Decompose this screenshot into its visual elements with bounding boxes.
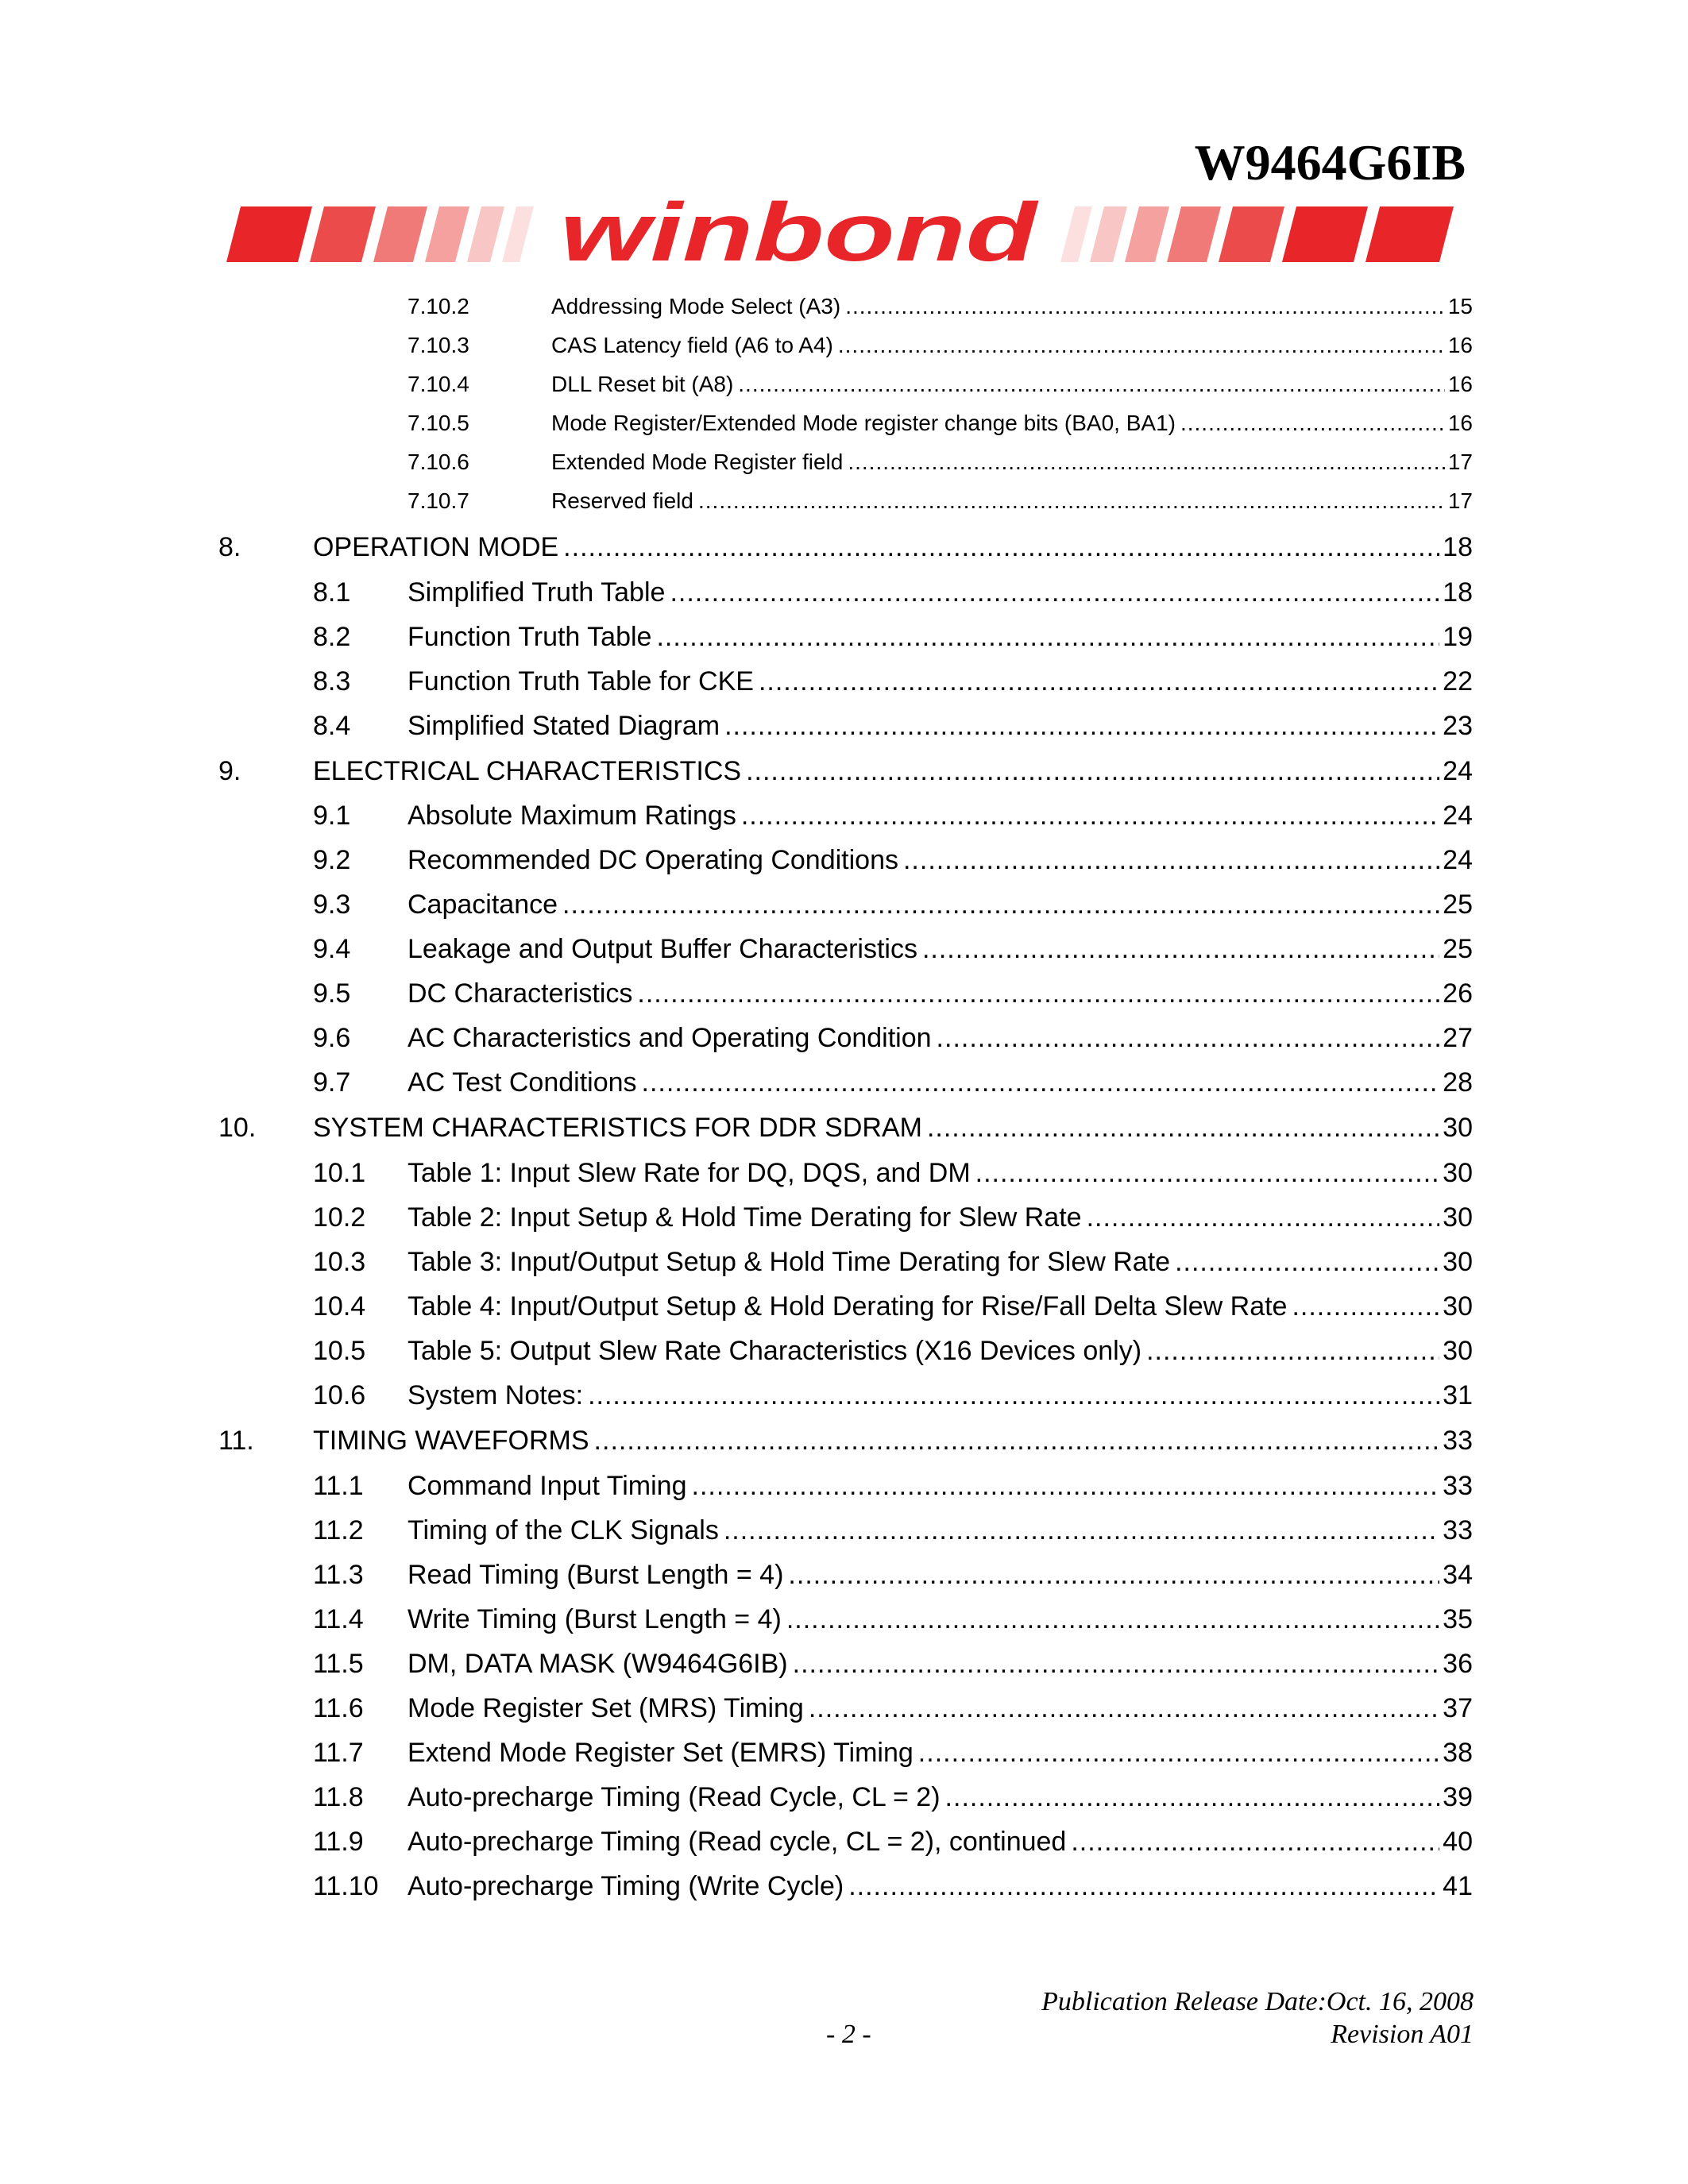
toc-entry-title: AC Test Conditions bbox=[408, 1067, 637, 1098]
toc-entry-number: 7.10.7 bbox=[408, 488, 469, 513]
toc-entry-line bbox=[408, 1067, 1473, 1098]
toc-dot-leader bbox=[848, 1871, 1439, 1902]
toc-entry-line bbox=[408, 1871, 1473, 1902]
toc-entry-line bbox=[408, 711, 1473, 742]
toc-dot-leader bbox=[563, 532, 1439, 563]
toc-entry-page: 39 bbox=[1443, 1782, 1473, 1812]
toc-entry-title: SYSTEM CHARACTERISTICS FOR DDR SDRAM bbox=[313, 1113, 922, 1143]
toc-dot-leader bbox=[793, 1649, 1440, 1680]
toc-entry-number: 9.1 bbox=[313, 801, 351, 831]
page-number: - 2 - bbox=[826, 2020, 871, 2049]
toc-entry-page: 34 bbox=[1443, 1560, 1473, 1590]
toc-entry-page: 19 bbox=[1443, 622, 1473, 652]
toc-entry-title: Mode Register/Extended Mode register change bits (BA0, BA1) bbox=[551, 411, 1176, 435]
toc-entry-page: 24 bbox=[1443, 801, 1473, 831]
toc-entry-number: 7.10.2 bbox=[408, 294, 469, 318]
toc-entry-page: 33 bbox=[1443, 1471, 1473, 1501]
toc-entry-number: 9.4 bbox=[313, 934, 351, 964]
toc-entry-line bbox=[313, 532, 1473, 563]
revision: Revision A01 bbox=[1331, 2020, 1474, 2049]
toc-dot-leader bbox=[637, 978, 1439, 1009]
toc-entry-page: 31 bbox=[1443, 1380, 1473, 1410]
toc-entry-title: Table 2: Input Setup & Hold Time Derating for Slew Rate bbox=[408, 1202, 1082, 1233]
toc-dot-leader bbox=[786, 1604, 1439, 1635]
toc-dot-leader bbox=[741, 801, 1439, 832]
toc-entry-line bbox=[408, 577, 1473, 608]
toc-dot-leader bbox=[642, 1067, 1440, 1098]
toc-dot-leader bbox=[975, 1158, 1440, 1189]
toc-entry-line bbox=[408, 1202, 1473, 1233]
toc-entry-title: DM, DATA MASK (W9464G6IB) bbox=[408, 1649, 788, 1679]
toc-entry-number: 11.1 bbox=[313, 1471, 364, 1501]
toc-entry-page: 18 bbox=[1443, 532, 1473, 562]
toc-entry-page: 18 bbox=[1443, 577, 1473, 608]
toc-entry-line bbox=[408, 1649, 1473, 1680]
toc-entry-line bbox=[408, 978, 1473, 1009]
toc-entry-line bbox=[313, 1113, 1473, 1144]
toc-entry-number: 11.4 bbox=[313, 1604, 364, 1634]
toc-entry-line bbox=[313, 1426, 1473, 1457]
toc-entry-line bbox=[408, 845, 1473, 876]
toc-entry-number: 9.2 bbox=[313, 845, 351, 875]
toc-entry-title: Table 3: Input/Output Setup & Hold Time Derating for Slew Rate bbox=[408, 1247, 1171, 1277]
toc-entry-title: DC Characteristics bbox=[408, 978, 633, 1009]
toc-entry-page: 36 bbox=[1443, 1649, 1473, 1679]
toc-entry-page: 41 bbox=[1443, 1871, 1473, 1901]
toc-entry-number: 7.10.5 bbox=[408, 411, 469, 435]
toc-entry-page: 30 bbox=[1443, 1336, 1473, 1366]
toc-dot-leader bbox=[927, 1113, 1439, 1144]
toc-entry-number: 11.2 bbox=[313, 1515, 364, 1545]
toc-entry-number: 7.10.3 bbox=[408, 333, 469, 357]
toc-dot-leader bbox=[588, 1380, 1439, 1411]
toc-entry-page: 16 bbox=[1447, 333, 1473, 357]
toc-entry-page: 26 bbox=[1443, 978, 1473, 1009]
toc-entry-title: OPERATION MODE bbox=[313, 532, 559, 562]
toc-dot-leader bbox=[918, 1738, 1439, 1769]
toc-entry-number: 10. bbox=[218, 1113, 257, 1143]
toc-entry-line bbox=[408, 666, 1473, 697]
toc-entry-title: Mode Register Set (MRS) Timing bbox=[408, 1693, 804, 1723]
toc-entry-line bbox=[408, 1158, 1473, 1189]
toc-entry-title: Timing of the CLK Signals bbox=[408, 1515, 719, 1545]
toc-entry-line bbox=[408, 934, 1473, 965]
toc-dot-leader bbox=[594, 1426, 1440, 1457]
toc-entry-page: 24 bbox=[1443, 845, 1473, 875]
toc-entry-line bbox=[551, 450, 1473, 475]
toc-entry-number: 10.5 bbox=[313, 1336, 366, 1366]
toc-entry-page: 35 bbox=[1443, 1604, 1473, 1634]
toc-entry-number: 10.2 bbox=[313, 1202, 366, 1233]
toc-entry-line bbox=[408, 1247, 1473, 1278]
toc-entry-line bbox=[551, 488, 1473, 514]
toc-entry-number: 11.7 bbox=[313, 1738, 364, 1768]
toc-entry-title: Auto-precharge Timing (Write Cycle) bbox=[408, 1871, 844, 1901]
toc-dot-leader bbox=[724, 1515, 1439, 1546]
toc-entry-title: Write Timing (Burst Length = 4) bbox=[408, 1604, 782, 1634]
toc-entry-title: CAS Latency field (A6 to A4) bbox=[551, 333, 833, 357]
toc-entry-page: 17 bbox=[1447, 450, 1473, 474]
toc-entry-line bbox=[408, 1291, 1473, 1322]
toc-entry-number: 11.5 bbox=[313, 1649, 364, 1679]
toc-dot-leader bbox=[562, 889, 1439, 920]
toc-entry-line bbox=[551, 294, 1473, 319]
toc-entry-number: 8.4 bbox=[313, 711, 351, 741]
toc-entry-title: Recommended DC Operating Conditions bbox=[408, 845, 898, 875]
toc-entry-title: Absolute Maximum Ratings bbox=[408, 801, 736, 831]
toc-entry-page: 30 bbox=[1443, 1291, 1473, 1322]
toc-entry-line bbox=[408, 1738, 1473, 1769]
toc-dot-leader bbox=[848, 450, 1445, 475]
toc-dot-leader bbox=[1087, 1202, 1440, 1233]
toc-dot-leader bbox=[1146, 1336, 1439, 1367]
toc-entry-number: 9.7 bbox=[313, 1067, 351, 1098]
toc-entry-number: 11.10 bbox=[313, 1871, 379, 1901]
toc-entry-number: 9.5 bbox=[313, 978, 351, 1009]
toc-entry-title: Simplified Stated Diagram bbox=[408, 711, 720, 741]
toc-entry-title: Function Truth Table for CKE bbox=[408, 666, 754, 696]
toc-entry-number: 10.6 bbox=[313, 1380, 366, 1410]
part-number: W9464G6IB bbox=[1194, 134, 1466, 191]
toc-dot-leader bbox=[845, 294, 1445, 319]
toc-entry-line bbox=[408, 1693, 1473, 1724]
toc-dot-leader bbox=[937, 1023, 1440, 1054]
toc-entry-page: 30 bbox=[1443, 1247, 1473, 1277]
toc-entry-number: 8.2 bbox=[313, 622, 351, 652]
toc-entry-title: Addressing Mode Select (A3) bbox=[551, 294, 841, 318]
toc-entry-number: 9.3 bbox=[313, 889, 351, 920]
toc-entry-page: 30 bbox=[1443, 1202, 1473, 1233]
toc-dot-leader bbox=[670, 577, 1439, 608]
toc-entry-page: 25 bbox=[1443, 889, 1473, 920]
toc-entry-number: 7.10.6 bbox=[408, 450, 469, 474]
logo-text: winbond bbox=[560, 199, 1040, 270]
toc-entry-page: 15 bbox=[1447, 294, 1473, 318]
toc-dot-leader bbox=[809, 1693, 1439, 1724]
toc-entry-title: Extend Mode Register Set (EMRS) Timing bbox=[408, 1738, 914, 1768]
toc-dot-leader bbox=[698, 488, 1445, 514]
toc-entry-page: 38 bbox=[1443, 1738, 1473, 1768]
toc-entry-title: Simplified Truth Table bbox=[408, 577, 666, 608]
toc-entry-line bbox=[408, 801, 1473, 832]
toc-entry-title: TIMING WAVEFORMS bbox=[313, 1426, 589, 1456]
toc-dot-leader bbox=[759, 666, 1439, 697]
toc-entry-title: Auto-precharge Timing (Read Cycle, CL = 2) bbox=[408, 1782, 941, 1812]
toc-entry-page: 28 bbox=[1443, 1067, 1473, 1098]
toc-entry-title: Leakage and Output Buffer Characteristics bbox=[408, 934, 917, 964]
toc-entry-line bbox=[313, 756, 1473, 787]
toc-dot-leader bbox=[838, 333, 1445, 358]
toc-entry-title: Table 4: Input/Output Setup & Hold Derating for Rise/Fall Delta Slew Rate bbox=[408, 1291, 1288, 1322]
toc-entry-line bbox=[408, 1604, 1473, 1635]
toc-entry-line bbox=[408, 1471, 1473, 1502]
toc-entry-number: 10.3 bbox=[313, 1247, 366, 1277]
publication-release-date: Publication Release Date:Oct. 16, 2008 bbox=[1041, 1987, 1474, 2016]
toc-entry-title: Capacitance bbox=[408, 889, 558, 920]
toc-entry-page: 33 bbox=[1443, 1426, 1473, 1456]
toc-entry-number: 8.3 bbox=[313, 666, 351, 696]
toc-entry-title: Extended Mode Register field bbox=[551, 450, 844, 474]
toc-dot-leader bbox=[656, 622, 1439, 653]
toc-entry-number: 9.6 bbox=[313, 1023, 351, 1053]
toc-entry-line bbox=[408, 1560, 1473, 1591]
toc-entry-line bbox=[551, 333, 1473, 358]
toc-entry-title: Reserved field bbox=[551, 488, 693, 513]
toc-dot-leader bbox=[903, 845, 1439, 876]
toc-entry-number: 10.4 bbox=[313, 1291, 366, 1322]
toc-entry-page: 17 bbox=[1447, 488, 1473, 513]
toc-entry-title: Table 1: Input Slew Rate for DQ, DQS, and DM bbox=[408, 1158, 971, 1188]
toc-entry-line bbox=[408, 1782, 1473, 1813]
toc-entry-number: 11. bbox=[218, 1426, 254, 1456]
toc-entry-line bbox=[551, 411, 1473, 436]
toc-dot-leader bbox=[1071, 1827, 1439, 1858]
toc-entry-page: 30 bbox=[1443, 1113, 1473, 1143]
toc-dot-leader bbox=[1175, 1247, 1439, 1278]
toc-dot-leader bbox=[922, 934, 1439, 965]
toc-entry-page: 30 bbox=[1443, 1158, 1473, 1188]
toc-entry-line bbox=[408, 889, 1473, 920]
toc-entry-line bbox=[408, 1336, 1473, 1367]
toc-entry-line bbox=[551, 372, 1473, 397]
toc-entry-line bbox=[408, 1380, 1473, 1411]
toc-entry-number: 11.3 bbox=[313, 1560, 364, 1590]
toc-entry-page: 24 bbox=[1443, 756, 1473, 786]
toc-entry-page: 23 bbox=[1443, 711, 1473, 741]
toc-entry-title: Command Input Timing bbox=[408, 1471, 687, 1501]
toc-entry-title: AC Characteristics and Operating Condition bbox=[408, 1023, 932, 1053]
toc-dot-leader bbox=[1180, 411, 1445, 436]
toc-entry-page: 22 bbox=[1443, 666, 1473, 696]
toc-dot-leader bbox=[692, 1471, 1440, 1502]
toc-entry-number: 8. bbox=[218, 532, 241, 562]
toc-entry-number: 11.8 bbox=[313, 1782, 364, 1812]
toc-entry-title: Function Truth Table bbox=[408, 622, 652, 652]
toc-entry-page: 25 bbox=[1443, 934, 1473, 964]
toc-entry-page: 16 bbox=[1447, 372, 1473, 396]
toc-dot-leader bbox=[724, 711, 1439, 742]
toc-entry-page: 37 bbox=[1443, 1693, 1473, 1723]
toc-dot-leader bbox=[746, 756, 1439, 787]
toc-entry-title: Auto-precharge Timing (Read cycle, CL = 2), continued bbox=[408, 1827, 1067, 1857]
toc-entry-number: 11.9 bbox=[313, 1827, 364, 1857]
toc-dot-leader bbox=[1292, 1291, 1439, 1322]
toc-entry-number: 11.6 bbox=[313, 1693, 364, 1723]
toc-entry-line bbox=[408, 622, 1473, 653]
toc-entry-page: 33 bbox=[1443, 1515, 1473, 1545]
toc-dot-leader bbox=[788, 1560, 1439, 1591]
toc-entry-number: 8.1 bbox=[313, 577, 351, 608]
toc-entry-page: 40 bbox=[1443, 1827, 1473, 1857]
toc-entry-page: 27 bbox=[1443, 1023, 1473, 1053]
toc-entry-line bbox=[408, 1515, 1473, 1546]
toc-entry-title: DLL Reset bit (A8) bbox=[551, 372, 734, 396]
toc-entry-number: 7.10.4 bbox=[408, 372, 469, 396]
toc-entry-title: Read Timing (Burst Length = 4) bbox=[408, 1560, 784, 1590]
toc-entry-line bbox=[408, 1023, 1473, 1054]
toc-entry-title: Table 5: Output Slew Rate Characteristics (X16 Devices only) bbox=[408, 1336, 1142, 1366]
toc-entry-number: 10.1 bbox=[313, 1158, 366, 1188]
toc-dot-leader bbox=[738, 372, 1445, 397]
toc-entry-number: 9. bbox=[218, 756, 241, 786]
toc-entry-title: System Notes: bbox=[408, 1380, 584, 1410]
toc-entry-title: ELECTRICAL CHARACTERISTICS bbox=[313, 756, 742, 786]
toc-entry-line bbox=[408, 1827, 1473, 1858]
toc-dot-leader bbox=[945, 1782, 1440, 1813]
toc-entry-page: 16 bbox=[1447, 411, 1473, 435]
